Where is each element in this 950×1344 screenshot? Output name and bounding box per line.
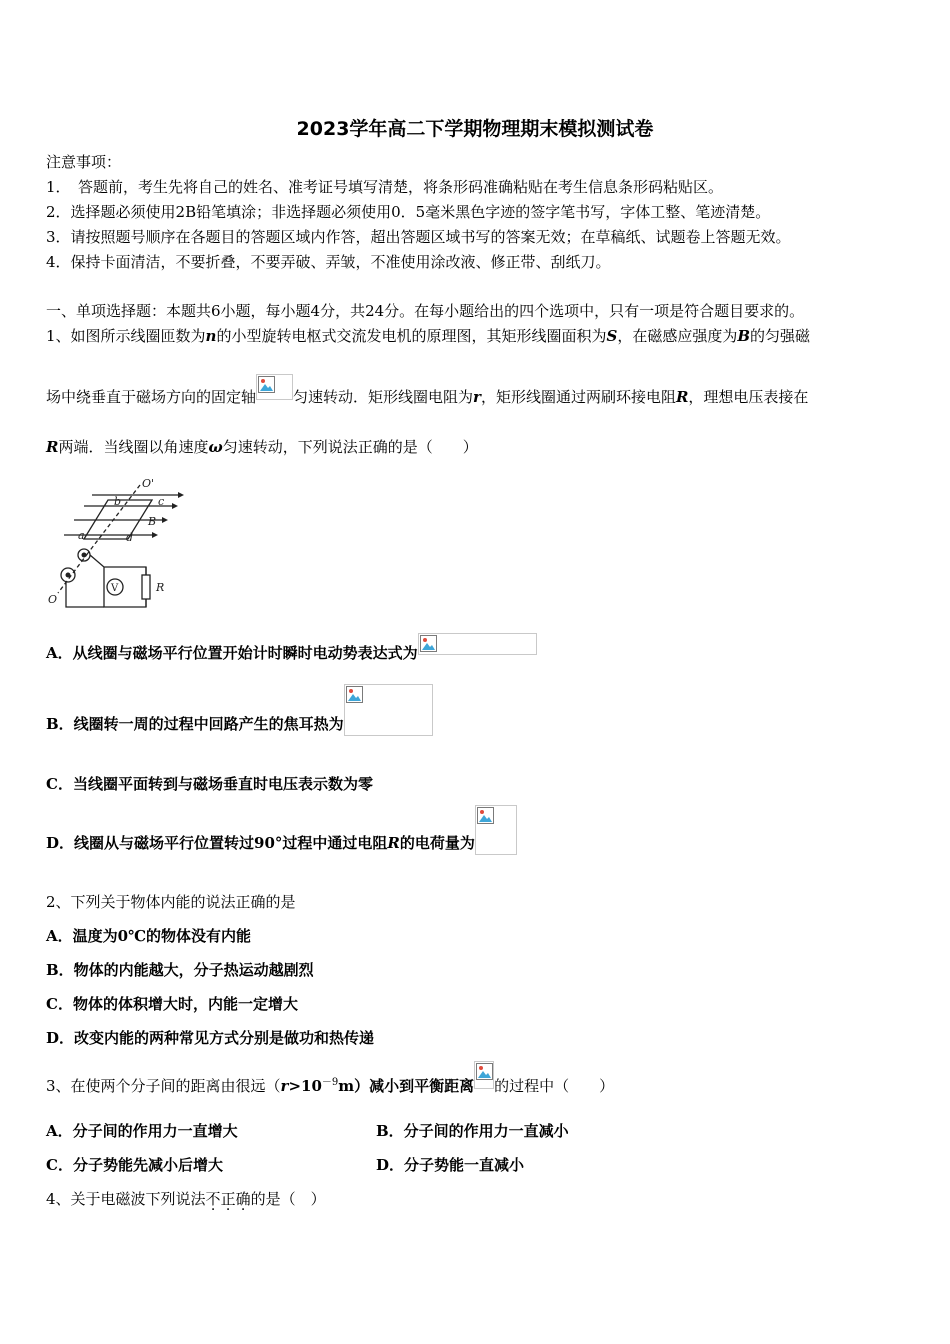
broken-image-icon (346, 686, 363, 703)
q1-stem-line3: R两端．当线圈以角速度ω匀速转动，下列说法正确的是（ ） (46, 438, 478, 456)
label-B: B (148, 515, 157, 528)
broken-image-icon (476, 1063, 493, 1080)
arrow-head (178, 492, 184, 498)
q2-option-b[interactable]: B．物体的内能越大，分子热运动越剧烈 (46, 961, 314, 979)
arrow-head (172, 503, 178, 509)
label-O-prime: O' (142, 477, 155, 490)
label-R: R (156, 581, 165, 594)
label-d: d (126, 531, 134, 544)
axle (82, 553, 87, 558)
q2-stem: 2、下列关于物体内能的说法正确的是 (46, 893, 296, 911)
arrow-head (152, 532, 158, 538)
formula-image (344, 684, 433, 736)
axle (66, 573, 71, 578)
label-V: V (111, 583, 119, 594)
notice-heading: 注意事项： (46, 153, 122, 171)
resistor (142, 575, 150, 599)
q3-stem: 3、在使两个分子间的距离由很远$(r>10^{-9}m)$减小到平衡距离 的过程中（ ） (46, 1073, 614, 1096)
q2-option-a[interactable]: A．温度为0℃的物体没有内能 (46, 927, 252, 945)
q1-option-d[interactable]: D．线圈从与磁场平行位置转过90°过程中通过电阻R的电荷量为 (46, 833, 517, 855)
formula-image (475, 805, 517, 855)
label-a: a (78, 529, 85, 542)
broken-image-icon (258, 376, 275, 393)
q1-option-b[interactable]: B．线圈转一周的过程中回路产生的焦耳热为 (46, 714, 433, 736)
broken-image-icon (477, 807, 494, 824)
q3-option-d[interactable]: D．分子势能一直减小 (376, 1156, 525, 1174)
label-b: b (114, 495, 122, 508)
arrow-head (162, 517, 168, 523)
label-c: c (158, 495, 165, 508)
q2-option-c[interactable]: C．物体的体积增大时，内能一定增大 (46, 995, 298, 1013)
formula-image (474, 1061, 494, 1089)
q4-stem: 4、关于电磁波下列说法不正确的是（ ） (46, 1190, 326, 1208)
q1-stem-line1: 1、如图所示线圈匝数为n的小型旋转电枢式交流发电机的原理图，其矩形线圈面积为S，在磁感应强度为B的匀强磁 (46, 327, 811, 345)
broken-image-icon (420, 635, 437, 652)
notice-item: 2．选择题必须使用2B铅笔填涂；非选择题必须使用0．5毫米黑色字迹的签字笔书写，字体工整、笔迹清楚。 (46, 203, 771, 221)
q3-option-b[interactable]: B．分子间的作用力一直减小 (376, 1122, 569, 1140)
formula-image (418, 633, 537, 655)
circuit-wire (66, 582, 104, 607)
q2-option-d[interactable]: D．改变内能的两种常见方式分别是做功和热传递 (46, 1029, 375, 1047)
q1-option-c[interactable]: C．当线圈平面转到与磁场垂直时电压表示数为零 (46, 775, 373, 793)
q3-option-c[interactable]: C．分子势能先减小后增大 (46, 1156, 223, 1174)
notice-item: 3．请按照题号顺序在各题目的答题区域内作答，超出答题区域书写的答案无效；在草稿纸、试题卷上答题无效。 (46, 228, 791, 246)
q1-option-a[interactable]: A．从线圈与磁场平行位置开始计时瞬时电动势表达式为 (46, 643, 537, 663)
page-title: 2023学年高二下学期物理期末模拟测试卷 (296, 118, 654, 140)
q3-option-a[interactable]: A．分子间的作用力一直增大 (46, 1122, 238, 1140)
q1-stem-line2: 场中绕垂直于磁场方向的固定轴 匀速转动．矩形线圈电阻为r，矩形线圈通过两刷环接电阻R，理想电压表接在 (46, 387, 808, 407)
section-heading: 一、单项选择题：本题共6小题，每小题4分，共24分。在每小题给出的四个选项中，只有一项是符合题目要求的。 (46, 302, 805, 320)
notice-item: 4．保持卡面清洁，不要折叠，不要弄破、弄皱，不准使用涂改液、修正带、刮纸刀。 (46, 253, 611, 271)
generator-diagram (46, 475, 186, 610)
formula-image (256, 374, 293, 400)
label-O: O (48, 593, 58, 606)
rotation-axis (58, 553, 88, 593)
notice-item: 1． 答题前，考生先将自己的姓名、准考证号填写清楚，将条形码准确粘贴在考生信息条形码粘贴区。 (46, 178, 724, 196)
